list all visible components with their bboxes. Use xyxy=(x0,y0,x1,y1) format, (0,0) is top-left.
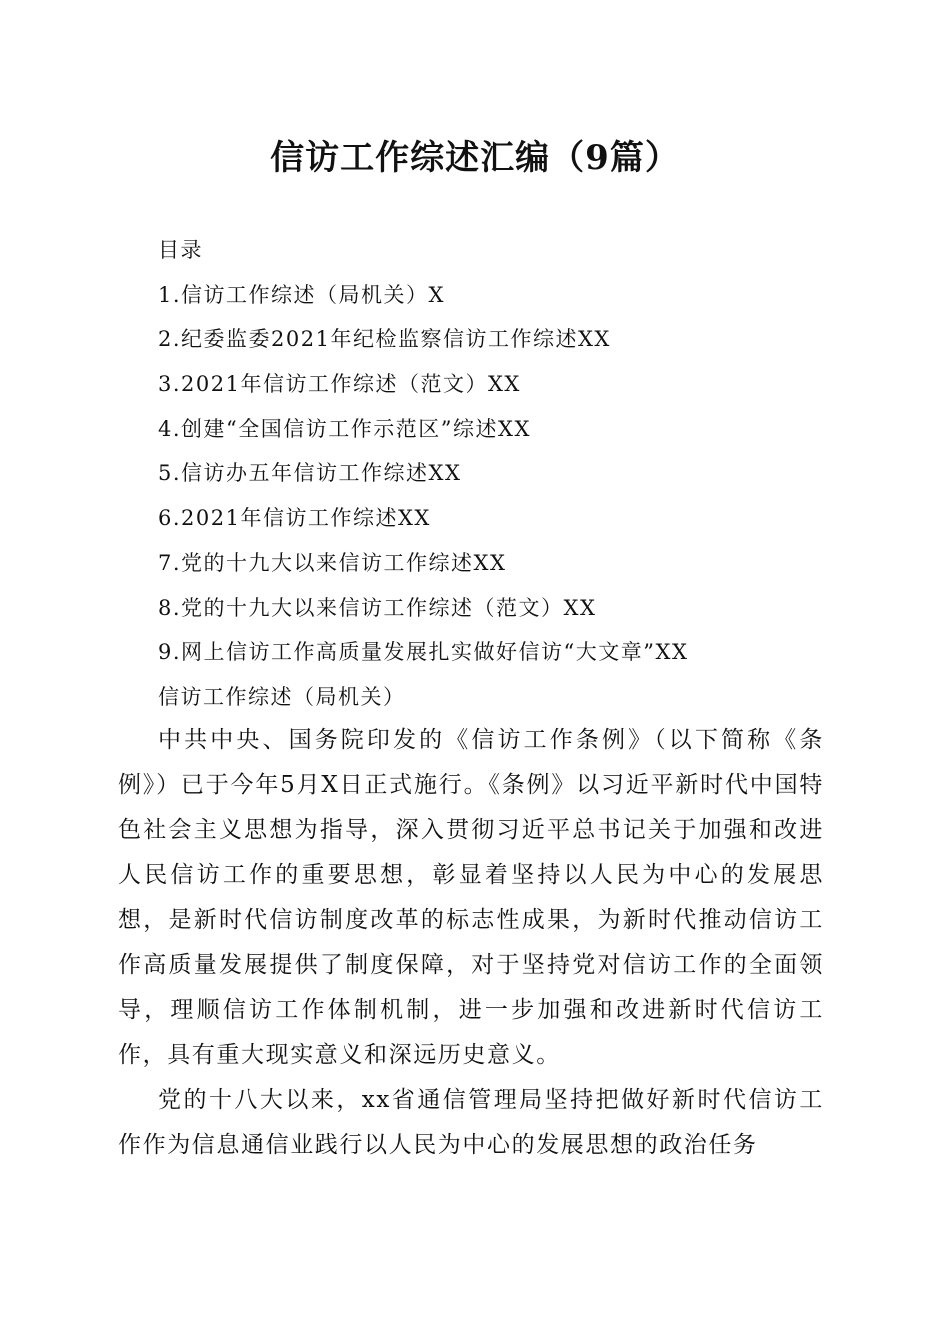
paragraph: 党的十八大以来，xx省通信管理局坚持把做好新时代信访工作作为信息通信业践行以人民为中心的发展思想的政治任务 xyxy=(118,1087,824,1158)
toc-item: 1.信访工作综述（局机关）X xyxy=(158,282,445,307)
toc-item: 6.2021年信访工作综述XX xyxy=(158,506,431,531)
table-of-contents xyxy=(158,228,878,720)
toc-item: 7.党的十九大以来信访工作综述XX xyxy=(158,550,507,575)
toc-item: 9.网上信访工作高质量发展扎实做好信访“大文章”XX xyxy=(158,640,689,665)
toc-heading: 目录 xyxy=(158,238,203,262)
body-text xyxy=(118,718,824,1168)
toc-item: 3.2021年信访工作综述（范文）XX xyxy=(158,372,521,397)
toc-item: 8.党的十九大以来信访工作综述（范文）XX xyxy=(158,595,597,620)
toc-item: 2.纪委监委2021年纪检监察信访工作综述XX xyxy=(158,327,611,352)
document-title: 信访工作综述汇编（9篇） xyxy=(270,138,680,178)
toc-item: 5.信访办五年信访工作综述XX xyxy=(158,461,462,486)
section-heading: 信访工作综述（局机关） xyxy=(158,684,406,709)
paragraph: 中共中央、国务院印发的《信访工作条例》（以下简称《条例》）已于今年5月X日正式施行。《条例》以习近平新时代中国特色社会主义思想为指导，深入贯彻习近平总书记关于加强和改进人民信访工作的重要思想，彰显着坚持以人民为中心的发展思想，是新时代信访制度改革的标志性成果，为新时代推动信访工作高质量发展提供了制度保障，对于坚持党对信访工作的全面领导，理顺信访工作体制机制，进一步加强和改进新时代信访工作，具有重大现实意义和深远历史意义。 xyxy=(118,727,824,1068)
toc-item: 4.创建“全国信访工作示范区”综述XX xyxy=(158,416,531,441)
